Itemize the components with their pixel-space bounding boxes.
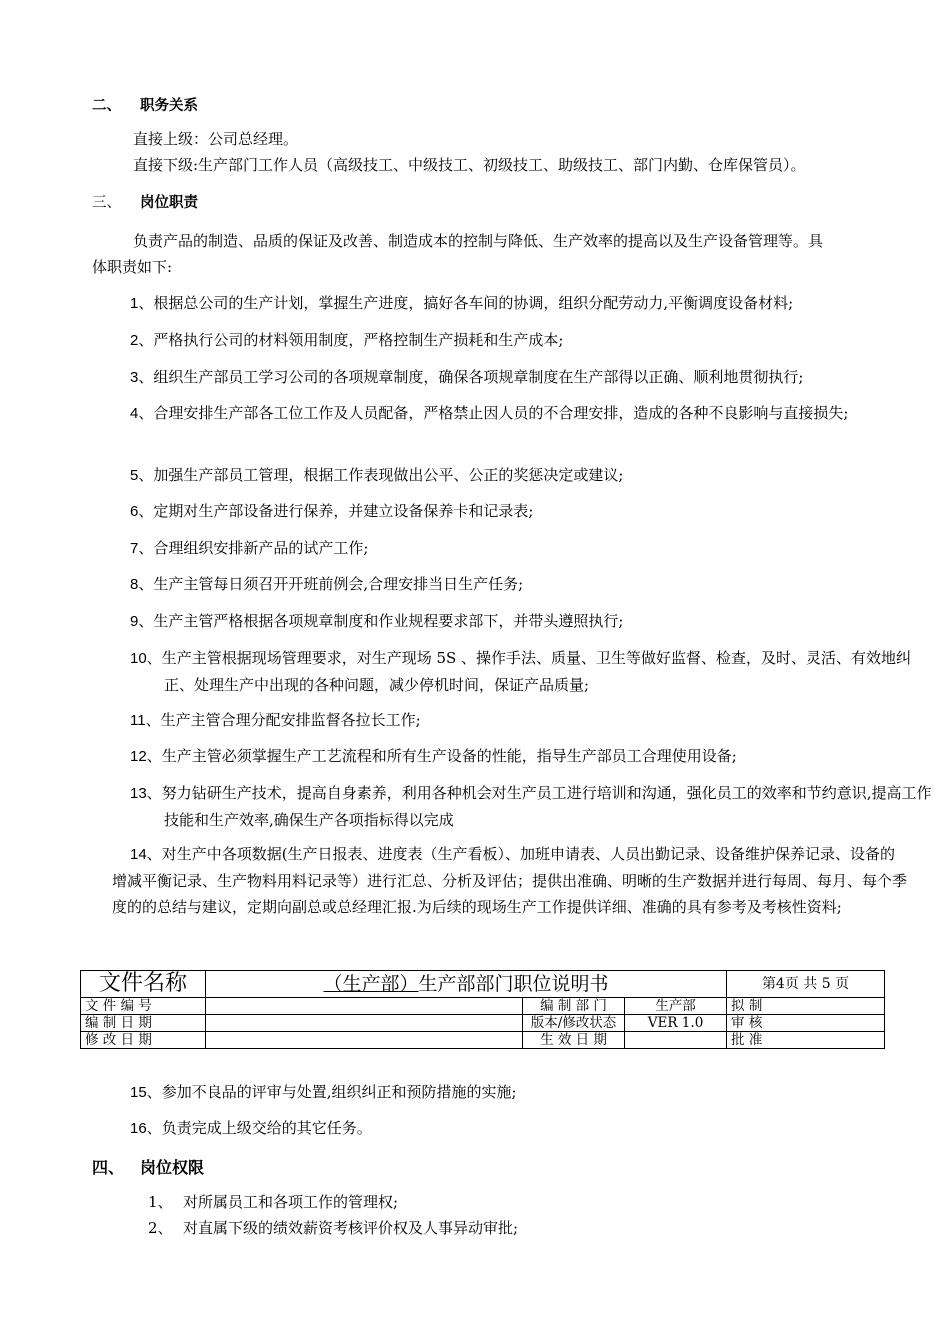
list-item-number: 16、: [130, 1120, 162, 1137]
direct-subordinates: 直接下级:生产部门工作人员（高级技工、中级技工、初级技工、助级技工、部门内勤、仓库保管员）。: [133, 156, 806, 174]
list-item-number: 12、: [130, 748, 162, 765]
version-label: 版本/修改状态: [523, 1015, 625, 1032]
modify-date-value: [206, 1032, 523, 1049]
modify-date-label: 修 改 日 期: [81, 1032, 206, 1049]
list-item: [130, 290, 905, 317]
section-title: 岗位职责: [140, 195, 198, 211]
effective-date-value: [625, 1032, 727, 1049]
draft-cell: [727, 998, 885, 1015]
list-item-number: 14、: [130, 846, 162, 863]
effective-date-label: 生 效 日 期: [523, 1032, 625, 1049]
list-item-text: 生产主管根据现场管理要求，对生产现场 5S 、操作手法、质量、卫生等做好监督、检查，及时、灵活、有效地纠正、处理生产中出现的各种问题，减少停机时间，保证产品质量;: [161, 649, 912, 694]
list-item: [130, 743, 905, 770]
list-item-number: 11、: [130, 712, 161, 729]
list-item-number: 8、: [130, 576, 154, 593]
list-item: [130, 707, 905, 734]
doc-title-dept: （生产部）: [323, 973, 419, 995]
list-item: [130, 364, 905, 391]
intro-paragraph-line1: 负责产品的制造、品质的保证及改善、制造成本的控制与降低、生产效率的提高以及生产设备管理等。具: [133, 232, 824, 250]
list-item-text: 生产主管合理分配安排监督各拉长工作;: [160, 711, 421, 729]
review-label: 审 核: [731, 1015, 763, 1031]
list-item-number: 13、: [130, 785, 162, 802]
list-item-text: 生产主管每日须召开开班前例会,合理安排当日生产任务;: [153, 575, 524, 593]
list-item-number: 3、: [130, 369, 154, 386]
list-item: [130, 498, 905, 525]
list-item-text: 根据总公司的生产计划，掌握生产进度，搞好各车间的协调，组织分配劳动力,平衡调度设备材料;: [153, 294, 794, 312]
list-item-number: 7、: [130, 540, 154, 557]
list-item: [130, 1115, 905, 1142]
list-item-number: 1、: [148, 1193, 173, 1211]
list-item: [130, 645, 939, 698]
list-item: [130, 535, 905, 562]
list-item-number: 5、: [130, 467, 154, 484]
direct-superior: 直接上级：公司总经理。: [133, 130, 299, 148]
section-title: 职务关系: [140, 98, 198, 114]
intro-paragraph-line2: 体职责如下:: [92, 258, 173, 276]
list-item-text: 对所属员工和各项工作的管理权;: [183, 1193, 399, 1211]
approve-cell: [727, 1032, 885, 1049]
list-item: [130, 780, 939, 833]
list-item-number: 4、: [130, 405, 154, 422]
list-item-text: 负责完成上级交给的其它任务。: [161, 1119, 372, 1137]
doc-name-label: 文件名称: [81, 971, 206, 998]
list-item: [130, 571, 905, 598]
section-title: 岗位权限: [140, 1158, 205, 1177]
list-item-number: 9、: [130, 613, 154, 630]
list-item-number: 2、: [148, 1219, 173, 1237]
section-number: 二、: [92, 98, 121, 114]
section-number: 三、: [92, 195, 121, 211]
list-item: [130, 608, 905, 635]
list-item: [112, 841, 907, 920]
list-item: [130, 1079, 905, 1106]
list-item: [130, 327, 905, 354]
compile-date-value: [206, 1015, 523, 1032]
list-item-text: 合理组织安排新产品的试产工作;: [153, 539, 369, 557]
list-item-text: 生产主管必须掌握生产工艺流程和所有生产设备的性能，指导生产部员工合理使用设备;: [161, 747, 737, 765]
list-item: [130, 462, 905, 489]
approve-label: 批 准: [731, 1032, 763, 1048]
compile-dept-label: 编 制 部 门: [523, 998, 625, 1015]
list-item-number: 2、: [130, 332, 154, 349]
doc-no-value: [206, 998, 523, 1015]
list-item-text: 定期对生产部设备进行保养，并建立设备保养卡和记录表;: [153, 502, 534, 520]
list-item-text: 参加不良品的评审与处置,组织纠正和预防措施的实施;: [161, 1083, 517, 1101]
version-value: VER 1.0: [625, 1015, 727, 1032]
draft-label: 拟 制: [731, 998, 763, 1014]
list-item-text: 生产主管严格根据各项规章制度和作业规程要求部下，并带头遵照执行;: [153, 612, 624, 630]
list-item-text: 对生产中各项数据(生产日报表、进度表（生产看板）、加班申请表、人员出勤记录、设备维护保养记录、设备的增减平衡记录、生产物料用料记录等）进行汇总、分析及评估；提供出准确、明晰的生产数据并进行每周、每月、每个季度的的总结与建议，定期向副总或总经理汇报.为后续的现场生产工作提供详细、准确的具有参考及考核性资料;: [112, 845, 908, 916]
document-footer-table: [80, 970, 885, 1049]
compile-date-label: 编 制 日 期: [81, 1015, 206, 1032]
list-item-text: 对直属下级的绩效薪资考核评价权及人事异动审批;: [183, 1219, 519, 1237]
doc-title-main: 生产部部门职位说明书: [418, 973, 609, 995]
list-item-text: 合理安排生产部各工位工作及人员配备，严格禁止因人员的不合理安排，造成的各种不良影响与直接损失;: [153, 404, 849, 422]
doc-no-label: 文 件 编 号: [81, 998, 206, 1015]
doc-title: [206, 971, 727, 998]
list-item-text: 严格执行公司的材料领用制度，严格控制生产损耗和生产成本;: [153, 331, 564, 349]
list-item-text: 努力钻研生产技术，提高自身素养，利用各种机会对生产员工进行培训和沟通，强化员工的效率和节约意识,提高工作技能和生产效率,确保生产各项指标得以完成: [161, 784, 932, 829]
review-cell: [727, 1015, 885, 1032]
list-item: [130, 400, 931, 427]
compile-dept-value: 生产部: [625, 998, 727, 1015]
list-item-text: 加强生产部员工管理，根据工作表现做出公平、公正的奖惩决定或建议;: [153, 466, 624, 484]
list-item-number: 6、: [130, 503, 154, 520]
list-item-number: 10、: [130, 650, 162, 667]
page-info: 第4页 共 5 页: [727, 971, 885, 998]
list-item-number: 1、: [130, 295, 154, 312]
section-number: 四、: [92, 1158, 125, 1177]
list-item-text: 组织生产部员工学习公司的各项规章制度，确保各项规章制度在生产部得以正确、顺利地贯彻执行;: [153, 368, 804, 386]
list-item-number: 15、: [130, 1084, 162, 1101]
